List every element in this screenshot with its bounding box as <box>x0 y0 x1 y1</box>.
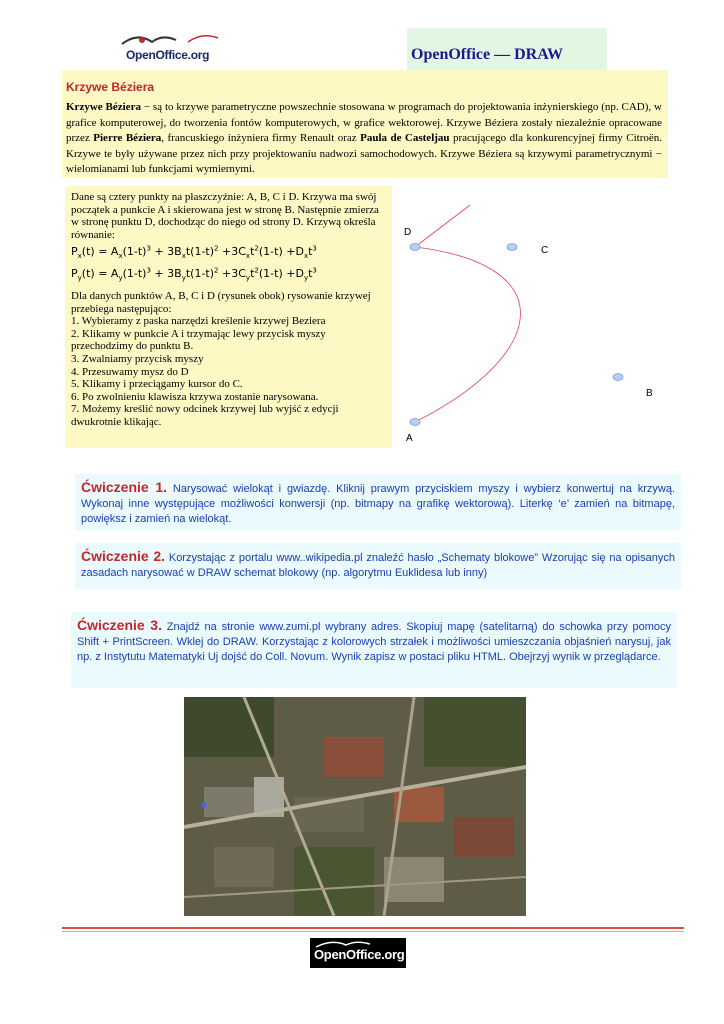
intro-name-casteljau: Paula de Casteljau <box>360 132 450 144</box>
bezier-steps <box>71 290 387 429</box>
point-b <box>613 374 623 381</box>
page-title: OpenOffice — DRAW <box>411 46 563 63</box>
intro-text-3: pracującego dla konkurencyjnej firmy Citroën. Krzywe te były używane przez nich przy projektowaniu nadwozi samochodowych. Krzywe Béziera są krzywymi parametrycznymi − wielomianami lub funkcjami wymiernymi. <box>66 132 663 175</box>
step-item: 3. Zwalniamy przycisk myszy <box>71 352 204 365</box>
openoffice-logo-top <box>118 30 228 70</box>
exercise-3-title: Ćwiczenie 3. <box>77 617 162 633</box>
equation-x <box>71 241 387 263</box>
equation-y <box>71 263 387 285</box>
intro-heading: Krzywe Béziera <box>66 80 155 94</box>
logo-wordmark-bottom: OpenOffice.org <box>314 947 405 962</box>
steps-intro: Dla danych punktów A, B, C i D (rysunek obok) rysowanie krzywej przebiega następująco: <box>71 290 371 315</box>
intro-name-bezier: Pierre Béziera <box>93 132 162 144</box>
bezier-curve <box>415 247 520 422</box>
exercise-2-text: Korzystając z portalu www..wikipedia.pl znaleźć hasło „Schematy blokowe” Wzorując się na opisanych zasadach narysować w DRAW schemat blokowy (np. algorytmu Euklidesa lub inny) <box>81 552 675 579</box>
exercise-3-text: Znajdź na stronie www.zumi.pl wybrany adres. Skopiuj mapę (satelitarną) do schowka przy pomocy Shift + PrintScreen. Wklej do DRAW. Korzystając z kolorowych strzałek i możliwości umieszczania objaśnień narysuj, jak np. z Instytutu Matematyki Uj dojść do Coll. Novum. Wynik zapisz w postaci pliku HTML. Obejrzyj wynik w przeglądarce. <box>77 621 671 663</box>
step-item: 6. Po zwolnieniu klawisza krzywa zostanie narysowana. <box>71 390 319 403</box>
equation-x-text: $P_x(t) = A_x(1-t)^3 + 3B_xt(1-t)^2 +3C_xt^2(1-t) +D_xt^3$ <box>71 244 317 261</box>
title-box <box>407 28 607 70</box>
label-d: D <box>404 227 412 238</box>
intro-text-2: , francuskiego inżyniera firmy Renault oraz <box>161 132 361 144</box>
exercise-1 <box>75 474 681 530</box>
satellite-map-image <box>184 697 526 916</box>
step-item: 4. Przesuwamy mysz do D <box>71 365 189 378</box>
step-item: 1. Wybieramy z paska narzędzi kreślenie krzywej Beziera <box>71 315 326 328</box>
step-item: 5. Klikamy i przeciągamy kursor do C. <box>71 378 243 391</box>
point-d <box>410 244 420 251</box>
step-item: 2. Klikamy w punkcie A i trzymając lewy przycisk myszy przechodzimy do punktu B. <box>71 327 326 353</box>
exercise-1-text: Narysować wielokąt i gwiazdę. Kliknij prawym przyciskiem myszy i wybierz konwertuj na krzywą. Wykonaj inne występujące możliwości konwersji (np. bitmapy na grafikę wektorową). Literkę ‘e’ zamień na bitmapę, powiększ i zamień na wielokąt. <box>81 483 675 525</box>
bezier-box <box>65 186 392 448</box>
equation-y-text: $P_y(t) = A_y(1-t)^3 + 3B_yt(1-t)^2 +3C_yt^2(1-t) +D_yt^3$ <box>71 266 317 283</box>
logo-wordmark: OpenOffice.org <box>126 48 210 62</box>
point-c <box>507 244 517 251</box>
label-c: C <box>541 245 549 256</box>
point-a <box>410 419 420 426</box>
exercise-2-title: Ćwiczenie 2. <box>81 548 166 564</box>
intro-paragraph <box>66 100 662 178</box>
exercise-2 <box>75 543 681 589</box>
footer-line-thin <box>62 931 684 932</box>
bezier-desc-text: Dane są cztery punkty na płaszczyźnie: A, B, C i D. Krzywa ma swój początek a punkcie A i skierowana jest w stronę B. Następnie zmierza w stronę punktu D, dochodząc do niego od strony D. Krzywą określa równanie: <box>71 191 379 241</box>
exercise-1-title: Ćwiczenie 1. <box>81 479 168 495</box>
intro-box <box>62 70 668 178</box>
intro-lead: Krzywe Béziera <box>66 101 141 113</box>
map-graphic <box>184 697 526 916</box>
label-a: A <box>406 433 413 444</box>
bezier-diagram <box>398 195 668 450</box>
bezier-description <box>71 191 387 285</box>
label-b: B <box>646 388 653 399</box>
step-item: 7. Możemy kreślić nowy odcinek krzywej lub wyjść z edycji dwukrotnie klikając. <box>71 403 339 428</box>
map-marker-dot <box>202 803 207 808</box>
footer-line <box>62 927 684 929</box>
intro-text-1: są to krzywe parametryczne powszechnie stosowana w programach do projektowania inżynierskiego (np. CAD), w grafice komputerowej, do tworzenia fontów komputerowych, w grafice wektorowej. Krzywe Béziera zostały niezależnie opracowane przez <box>66 101 662 144</box>
control-line-d <box>415 205 470 247</box>
intro-dash: − <box>140 101 153 113</box>
exercise-3 <box>71 612 677 688</box>
openoffice-logo-bottom <box>310 938 406 968</box>
